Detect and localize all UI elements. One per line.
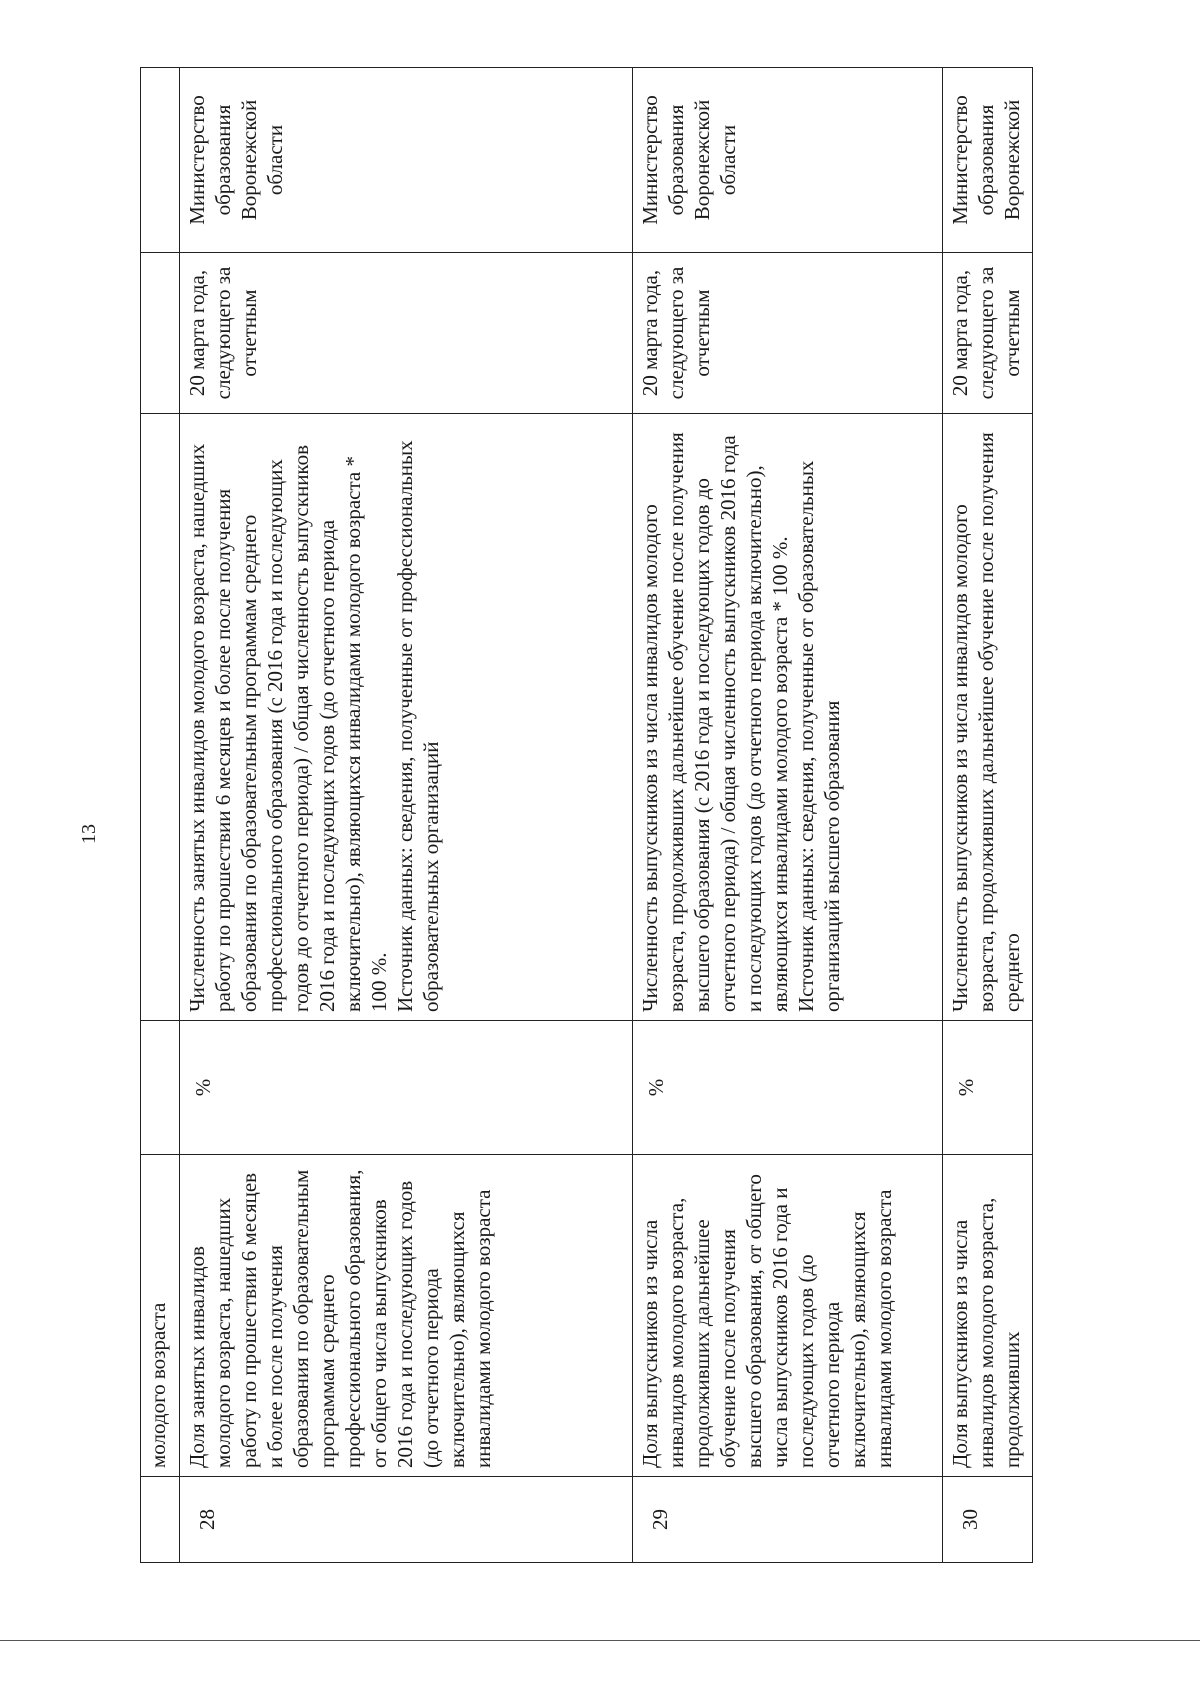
calculation-method: Численность занятых инвалидов молодого возраста, нашедших работу по прошествии 6 месяцев и более после получения образования по образовательным программам среднего профессионального образования (с 2016 года и последующих годов до отчетного периода) / общая численность выпускников 2016 года и последующих годов (до отчетного периода включительно), являющихся инвалидами молодого возраста * 100 %. Источник данных: сведения, полученные от профессиональных образовательных организаций	[180, 414, 633, 1021]
scan-edge-line	[0, 1640, 1200, 1641]
table-row	[943, 68, 1033, 1563]
calculation-method: Численность выпускников из числа инвалидов молодого возраста, продолживших дальнейшее обучение после получения высшего образования (с 2016 года и последующих годов до отчетного периода) / общая численность выпускников 2016 года и последующих годов (до отчетного периода включительно), являющихся инвалидами молодого возраста * 100 %. Источник данных: сведения, полученные от образовательных организаций высшего образования	[633, 414, 943, 1021]
deadline: 20 марта года, следующего за отчетным	[633, 253, 943, 414]
indicator-name: Доля выпускников из числа инвалидов молодого возраста, продолживших	[943, 1155, 1033, 1477]
row-number: 29	[633, 1477, 943, 1563]
table-row	[633, 68, 943, 1563]
indicator-name: Доля выпускников из числа инвалидов молодого возраста, продолживших дальнейшее обучение после получения высшего образования, от общего числа выпускников 2016 года и последующих годов (до отчетного периода включительно), являющихся инвалидами молодого возраста	[633, 1155, 943, 1477]
cell-num	[141, 1477, 180, 1563]
cell-indicator: молодого возраста	[141, 1155, 180, 1477]
row-number: 28	[180, 1477, 633, 1563]
indicator-name: Доля занятых инвалидов молодого возраста, нашедших работу по прошествии 6 месяцев и более после получения образования по образовательным программам среднего профессионального образования, от общего числа выпускников 2016 года и последующих годов (до отчетного периода включительно), являющихся инвалидами молодого возраста	[180, 1155, 633, 1477]
indicators-table	[140, 67, 1033, 1563]
responsible-org: Министерство образования Воронежской области	[633, 68, 943, 253]
row-number: 30	[943, 1477, 1033, 1563]
unit: %	[943, 1021, 1033, 1155]
unit: %	[180, 1021, 633, 1155]
table-row	[141, 68, 180, 1563]
deadline: 20 марта года, следующего за отчетным	[180, 253, 633, 414]
calculation-method: Численность выпускников из числа инвалидов молодого возраста, продолживших дальнейшее обучение после получения среднего	[943, 414, 1033, 1021]
responsible-org: Министерство образования Воронежской	[943, 68, 1033, 253]
page-number: 13	[78, 824, 100, 844]
unit: %	[633, 1021, 943, 1155]
table-row	[180, 68, 633, 1563]
deadline: 20 марта года, следующего за отчетным	[943, 253, 1033, 414]
responsible-org: Министерство образования Воронежской области	[180, 68, 633, 253]
